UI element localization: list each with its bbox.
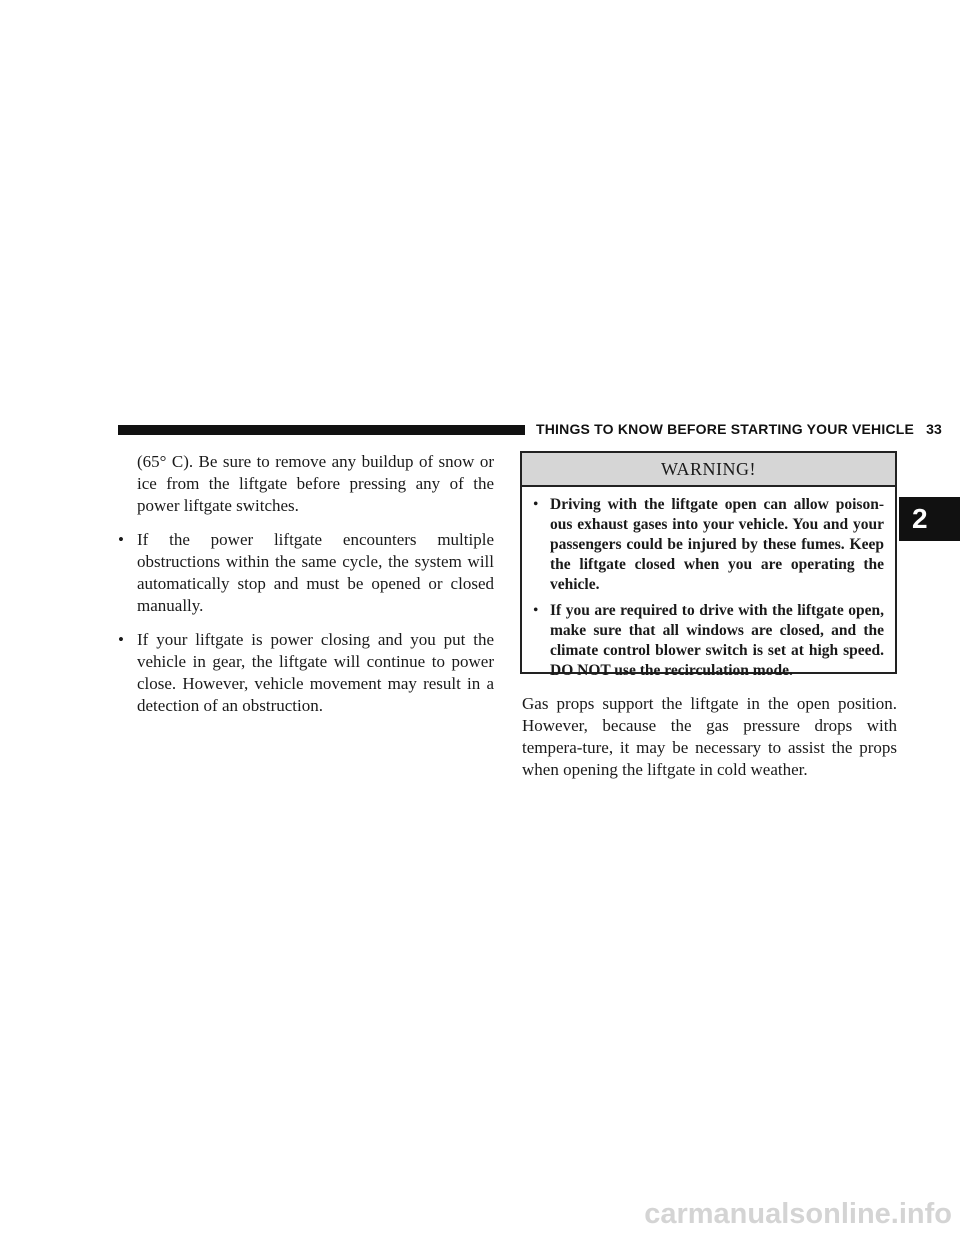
gas-props-paragraph: Gas props support the liftgate in the open position. However, because the gas pressure drops with tempera-ture, it may be necessary to assist the props when opening the liftgate in cold weather.	[522, 694, 897, 779]
bullet-icon: •	[118, 530, 124, 549]
warning-item	[533, 495, 884, 595]
bullet-icon: •	[533, 602, 539, 619]
bullet-icon: •	[118, 630, 124, 649]
chapter-number: 2	[912, 503, 928, 534]
list-item-text: If your liftgate is power closing and you put the vehicle in gear, the liftgate will continue to power close. However, vehicle movement may result in a detection of an obstruction.	[137, 630, 494, 715]
running-header	[536, 421, 942, 437]
warning-item-text: If you are required to drive with the liftgate open, make sure that all windows are closed, and the climate control blower switch is set at high speed. DO NOT use the recirculation mode.	[550, 602, 884, 679]
warning-heading: WARNING!	[522, 453, 895, 487]
header-title: THINGS TO KNOW BEFORE STARTING YOUR VEHICLE	[536, 421, 915, 437]
chapter-tab	[899, 497, 960, 541]
header-rule	[118, 425, 525, 435]
continuation-paragraph: (65° C). Be sure to remove any buildup of snow or ice from the liftgate before pressing any of the power liftgate switches.	[137, 452, 494, 515]
warning-item	[533, 601, 884, 681]
page-number: 33	[926, 421, 943, 437]
list-item	[118, 629, 494, 717]
warning-box	[520, 451, 897, 679]
bullet-icon: •	[533, 496, 539, 513]
list-item	[118, 529, 494, 617]
warning-item-text: Driving with the liftgate open can allow poison-ous exhaust gases into your vehicle. You and your passengers could be injured by these fumes. Keep the liftgate closed when you are operating the vehicle.	[550, 496, 884, 593]
left-column	[118, 451, 494, 717]
warning-list	[522, 487, 895, 681]
list-item-text: If the power liftgate encounters multiple obstructions within the same cycle, the system will automatically stop and must be opened or closed manually.	[137, 530, 494, 615]
watermark-link[interactable]: carmanualsonline.info	[644, 1198, 952, 1230]
